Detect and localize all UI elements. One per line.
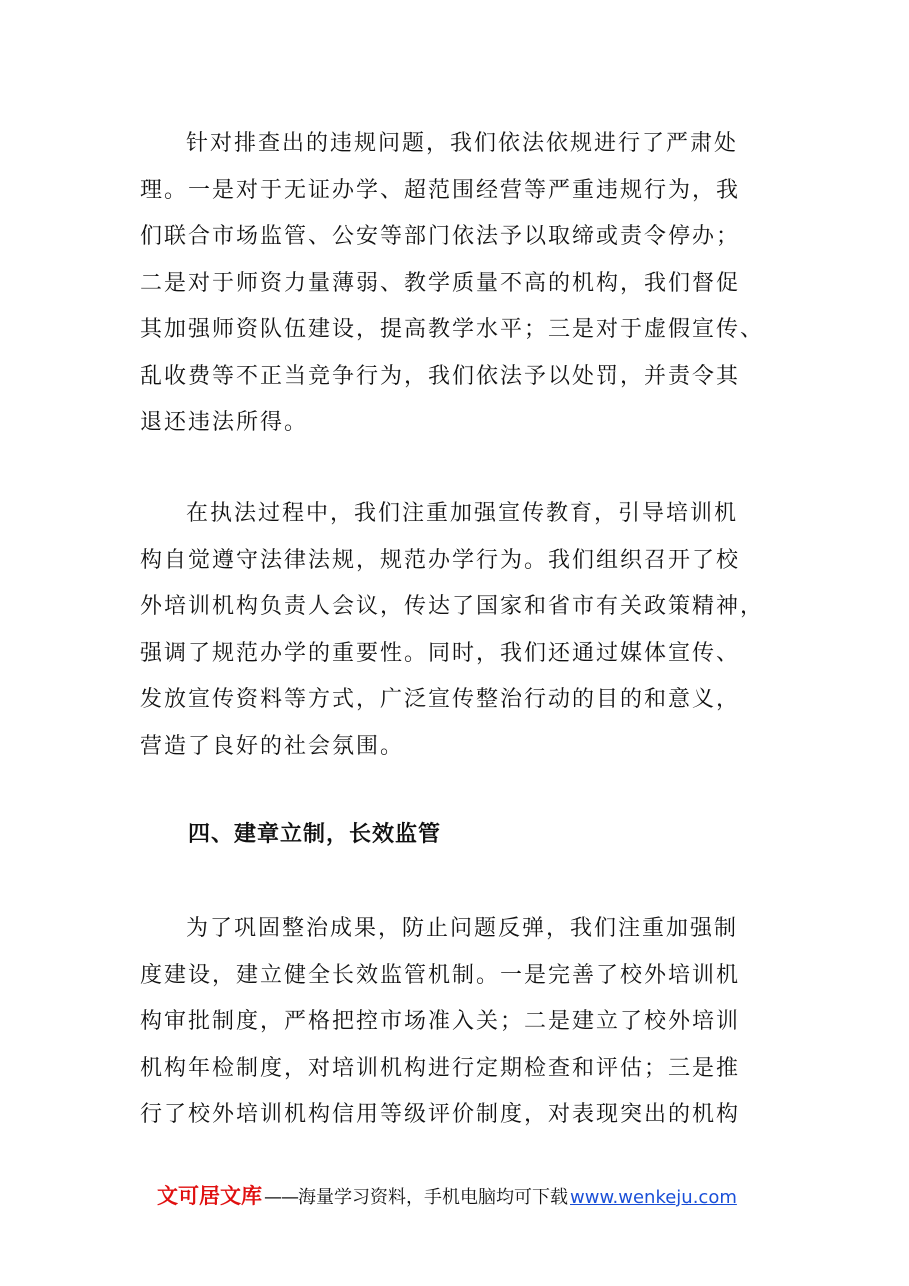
paragraph-regulation xyxy=(140,906,780,1139)
paragraph-line: 营造了良好的社会氛围。 xyxy=(140,733,405,759)
paragraph-line: 们联合市场监管、公安等部门依法予以取缔或责令停办； xyxy=(140,224,741,249)
section-heading: 四、建章立制，长效监管 xyxy=(188,822,442,847)
paragraph-line: 其加强师资队伍建设，提高教学水平；三是对于虚假宣传、 xyxy=(140,317,765,342)
paragraph-line: 构审批制度，严格把控市场准入关；二是建立了校外培训 xyxy=(140,1009,741,1034)
paragraph-line: 二是对于师资力量薄弱、教学质量不高的机构，我们督促 xyxy=(140,270,741,296)
paragraph-line: 行了校外培训机构信用等级评价制度，对表现突出的机构 xyxy=(140,1102,741,1127)
paragraph-line: 强调了规范办学的重要性。同时，我们还通过媒体宣传、 xyxy=(140,640,741,666)
footer-dash: —— xyxy=(264,1187,298,1208)
paragraph-penalties xyxy=(140,121,780,447)
paragraph-line: 理。一是对于无证办学、超范围经营等严重违规行为，我 xyxy=(140,177,741,203)
page-footer xyxy=(157,1180,737,1212)
paragraph-line: 发放宣传资料等方式，广泛宣传整治行动的目的和意义， xyxy=(140,687,741,712)
paragraph-line: 度建设，建立健全长效监管机制。一是完善了校外培训机 xyxy=(140,962,741,988)
paragraph-line: 针对排查出的违规问题，我们依法依规进行了严肃处 xyxy=(186,131,739,156)
paragraph-line: 乱收费等不正当竞争行为，我们依法予以处罚，并责令其 xyxy=(140,363,741,389)
footer-tagline: 海量学习资料，手机电脑均可下载 xyxy=(298,1187,568,1208)
paragraph-line: 为了巩固整治成果，防止问题反弹，我们注重加强制 xyxy=(186,916,739,941)
footer-site-link[interactable]: www.wenkeju.com xyxy=(570,1187,737,1208)
paragraph-education xyxy=(140,491,780,770)
paragraph-line: 在执法过程中，我们注重加强宣传教育，引导培训机 xyxy=(186,501,739,526)
paragraph-line: 机构年检制度，对培训机构进行定期检查和评估；三是推 xyxy=(140,1055,741,1081)
paragraph-line: 退还违法所得。 xyxy=(140,410,309,435)
paragraph-line: 构自觉遵守法律法规，规范办学行为。我们组织召开了校 xyxy=(140,547,741,573)
footer-brand: 文可居文库 xyxy=(157,1184,262,1208)
paragraph-line: 外培训机构负责人会议，传达了国家和省市有关政策精神， xyxy=(140,594,765,619)
